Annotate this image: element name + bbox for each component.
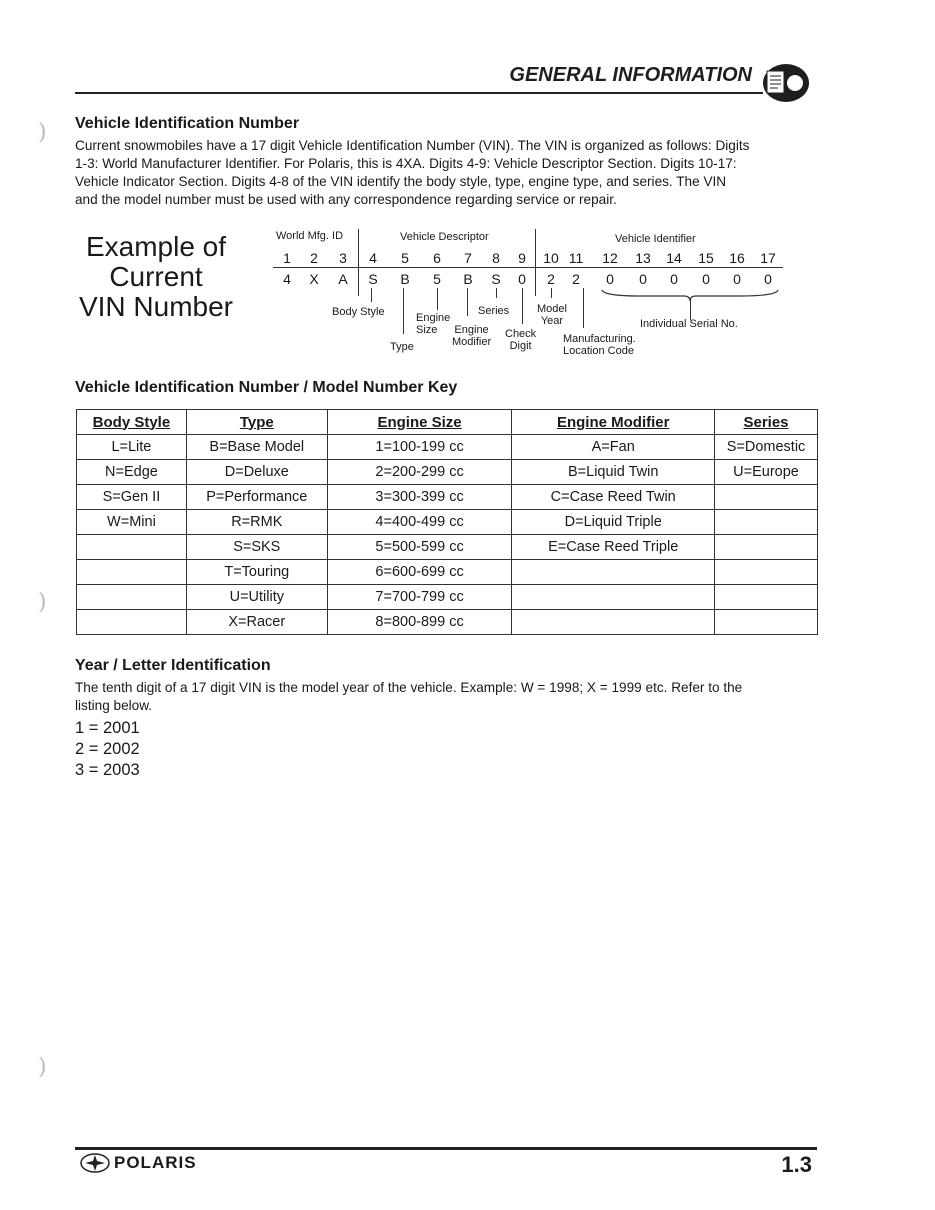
vin-section-paragraph — [75, 137, 835, 209]
vin-group-divider — [535, 229, 536, 296]
table-cell: 8=800-899 cc — [327, 610, 512, 635]
body-style-annotation: Body Style — [332, 306, 385, 318]
table-cell — [512, 610, 715, 635]
year-list-item: 3 = 2003 — [75, 761, 140, 779]
table-cell: 6=600-699 cc — [327, 560, 512, 585]
vin-digit-value: B — [463, 271, 473, 287]
table-cell: 2=200-299 cc — [327, 460, 512, 485]
vin-digit-value: 0 — [764, 271, 772, 287]
table-cell: L=Lite — [77, 435, 187, 460]
table-cell — [715, 535, 818, 560]
annotation-line: Digit — [509, 340, 532, 352]
annotation-leader — [522, 288, 523, 324]
vin-position-number: 14 — [666, 250, 682, 266]
table-row — [77, 585, 818, 610]
table-cell: E=Case Reed Triple — [512, 535, 715, 560]
footer-rule — [75, 1147, 817, 1150]
annotation-leader — [583, 288, 584, 328]
table-cell: 3=300-399 cc — [327, 485, 512, 510]
year-section-title: Year / Letter Identification — [75, 657, 271, 674]
type-annotation: Type — [390, 341, 414, 353]
annotation-leader — [371, 288, 372, 302]
vin-position-rule — [273, 267, 783, 268]
vin-position-number: 16 — [729, 250, 745, 266]
table-cell: 7=700-799 cc — [327, 585, 512, 610]
check-digit-annotation — [505, 328, 536, 352]
margin-mark: ) — [38, 590, 47, 615]
serial-number-annotation: Individual Serial No. — [640, 318, 738, 330]
vin-digit-value: 0 — [670, 271, 678, 287]
vin-position-number: 7 — [464, 250, 472, 266]
table-row — [77, 460, 818, 485]
year-list-item: 1 = 2001 — [75, 719, 140, 737]
table-cell: W=Mini — [77, 510, 187, 535]
annotation-line: Check — [505, 328, 537, 340]
table-row — [77, 435, 818, 460]
vehicle-identifier-label: Vehicle Identifier — [615, 233, 696, 245]
table-cell — [715, 510, 818, 535]
annotation-line: Location Code — [563, 345, 634, 357]
serial-number-brace — [600, 288, 780, 302]
key-section-title: Vehicle Identification Number / Model Number Key — [75, 379, 458, 396]
vin-digit-value: X — [309, 271, 319, 287]
annotation-leader — [467, 288, 468, 316]
vin-digit-value: 5 — [433, 271, 441, 287]
vin-position-number: 9 — [518, 250, 526, 266]
table-cell: 4=400-499 cc — [327, 510, 512, 535]
table-cell — [715, 585, 818, 610]
vin-group-divider — [358, 229, 359, 296]
table-cell: A=Fan — [512, 435, 715, 460]
vin-digit-value: A — [338, 271, 348, 287]
paragraph-line: Vehicle Indicator Section. Digits 4-8 of the VIN identify the body style, type, engine type, and series. The VIN — [75, 174, 727, 189]
snowmobile-manual-icon — [760, 62, 810, 104]
table-cell: R=RMK — [186, 510, 327, 535]
margin-mark: ) — [38, 120, 47, 145]
table-cell: S=Gen II — [77, 485, 187, 510]
footer-brand-logo: POLARIS — [114, 1153, 197, 1172]
vin-position-number: 17 — [760, 250, 776, 266]
header-rule — [75, 92, 763, 94]
table-cell — [77, 560, 187, 585]
engine-size-annotation — [416, 312, 450, 336]
table-cell: X=Racer — [186, 610, 327, 635]
column-header: Body Style — [77, 410, 187, 435]
vehicle-descriptor-label: Vehicle Descriptor — [400, 231, 489, 243]
table-header-row — [77, 410, 818, 435]
table-cell — [715, 485, 818, 510]
annotation-line: Engine — [454, 324, 489, 336]
table-cell — [715, 610, 818, 635]
vin-position-number: 11 — [568, 250, 584, 266]
paragraph-line: and the model number must be used with any correspondence regarding service or repair. — [75, 192, 617, 207]
vin-section-title: Vehicle Identification Number — [75, 115, 300, 132]
table-cell — [77, 585, 187, 610]
table-cell: U=Europe — [715, 460, 818, 485]
table-cell: T=Touring — [186, 560, 327, 585]
vin-position-number: 4 — [369, 250, 377, 266]
annotation-line: Size — [416, 324, 438, 336]
annotation-line: Modifier — [452, 336, 492, 348]
vin-digit-value: S — [368, 271, 378, 287]
paragraph-line: Current snowmobiles have a 17 digit Vehicle Identification Number (VIN). The VIN is organized as follows: Digits — [75, 138, 750, 153]
year-list-item: 2 = 2002 — [75, 740, 140, 758]
vin-digit-value: 0 — [606, 271, 614, 287]
margin-mark: ) — [38, 1055, 47, 1080]
table-cell: S=Domestic — [715, 435, 818, 460]
vin-position-number: 2 — [310, 250, 318, 266]
table-cell: 5=500-599 cc — [327, 535, 512, 560]
column-header: Engine Modifier — [512, 410, 715, 435]
year-section-paragraph — [75, 679, 835, 715]
vin-position-number: 13 — [635, 250, 651, 266]
vin-position-number: 1 — [283, 250, 291, 266]
column-header: Type — [186, 410, 327, 435]
series-annotation: Series — [478, 305, 510, 317]
vin-example-title-line: VIN Number — [78, 291, 234, 322]
vin-example-title-line: Example of — [85, 231, 227, 262]
vin-position-number: 15 — [698, 250, 714, 266]
model-year-annotation — [537, 303, 567, 327]
table-cell: U=Utility — [186, 585, 327, 610]
table-cell: S=SKS — [186, 535, 327, 560]
column-header: Series — [715, 410, 818, 435]
annotation-leader — [496, 288, 497, 298]
paragraph-line: The tenth digit of a 17 digit VIN is the model year of the vehicle. Example: W = 1998; X = 1999 etc. Refer to the — [75, 680, 743, 695]
vin-digit-value: 0 — [639, 271, 647, 287]
annotation-line: Engine — [416, 312, 451, 324]
vin-position-number: 8 — [492, 250, 500, 266]
vin-digit-value: 2 — [547, 271, 555, 287]
table-row — [77, 535, 818, 560]
column-header: Engine Size — [327, 410, 512, 435]
polaris-star-icon — [79, 1152, 111, 1174]
paragraph-line: listing below. — [75, 698, 153, 713]
table-row — [77, 610, 818, 635]
vin-position-number: 12 — [602, 250, 618, 266]
paragraph-line: 1-3: World Manufacturer Identifier. For Polaris, this is 4XA. Digits 4-9: Vehicle Descriptor Section. Digits 10-17: — [75, 156, 737, 171]
annotation-line: Manufacturing. — [563, 333, 636, 345]
vin-digit-value: B — [400, 271, 410, 287]
manufacturing-location-annotation — [563, 333, 636, 357]
annotation-line: Model — [537, 303, 567, 315]
engine-modifier-annotation — [452, 324, 491, 348]
annotation-line: Year — [540, 315, 564, 327]
table-cell: B=Base Model — [186, 435, 327, 460]
table-cell — [512, 585, 715, 610]
table-cell: B=Liquid Twin — [512, 460, 715, 485]
annotation-leader — [551, 288, 552, 298]
table-cell: C=Case Reed Twin — [512, 485, 715, 510]
vin-digit-value: 4 — [283, 271, 291, 287]
vin-position-number: 3 — [339, 250, 347, 266]
table-cell — [715, 560, 818, 585]
table-cell: 1=100-199 cc — [327, 435, 512, 460]
table-cell: D=Liquid Triple — [512, 510, 715, 535]
vin-digit-value: 0 — [733, 271, 741, 287]
table-row — [77, 485, 818, 510]
table-body — [77, 435, 818, 635]
model-number-key-table — [76, 409, 818, 635]
vin-digit-value: S — [491, 271, 501, 287]
annotation-leader — [403, 288, 404, 334]
annotation-leader — [437, 288, 438, 310]
vin-position-number: 5 — [401, 250, 409, 266]
table-cell — [77, 610, 187, 635]
table-cell: P=Performance — [186, 485, 327, 510]
table-row — [77, 510, 818, 535]
vin-example-title-line: Current — [109, 261, 203, 292]
page-number: 1.3 — [781, 1152, 812, 1177]
vin-position-number: 6 — [433, 250, 441, 266]
table-cell: N=Edge — [77, 460, 187, 485]
table-cell: D=Deluxe — [186, 460, 327, 485]
table-cell — [77, 535, 187, 560]
vin-position-number: 10 — [543, 250, 559, 266]
vin-example-title — [75, 232, 237, 322]
world-mfg-id-label: World Mfg. ID — [276, 230, 344, 242]
vin-digit-value: 0 — [518, 271, 526, 287]
table-cell — [512, 560, 715, 585]
vin-digit-value: 2 — [572, 271, 580, 287]
page-header-title: GENERAL INFORMATION — [509, 64, 752, 86]
table-row — [77, 560, 818, 585]
vin-digit-value: 0 — [702, 271, 710, 287]
